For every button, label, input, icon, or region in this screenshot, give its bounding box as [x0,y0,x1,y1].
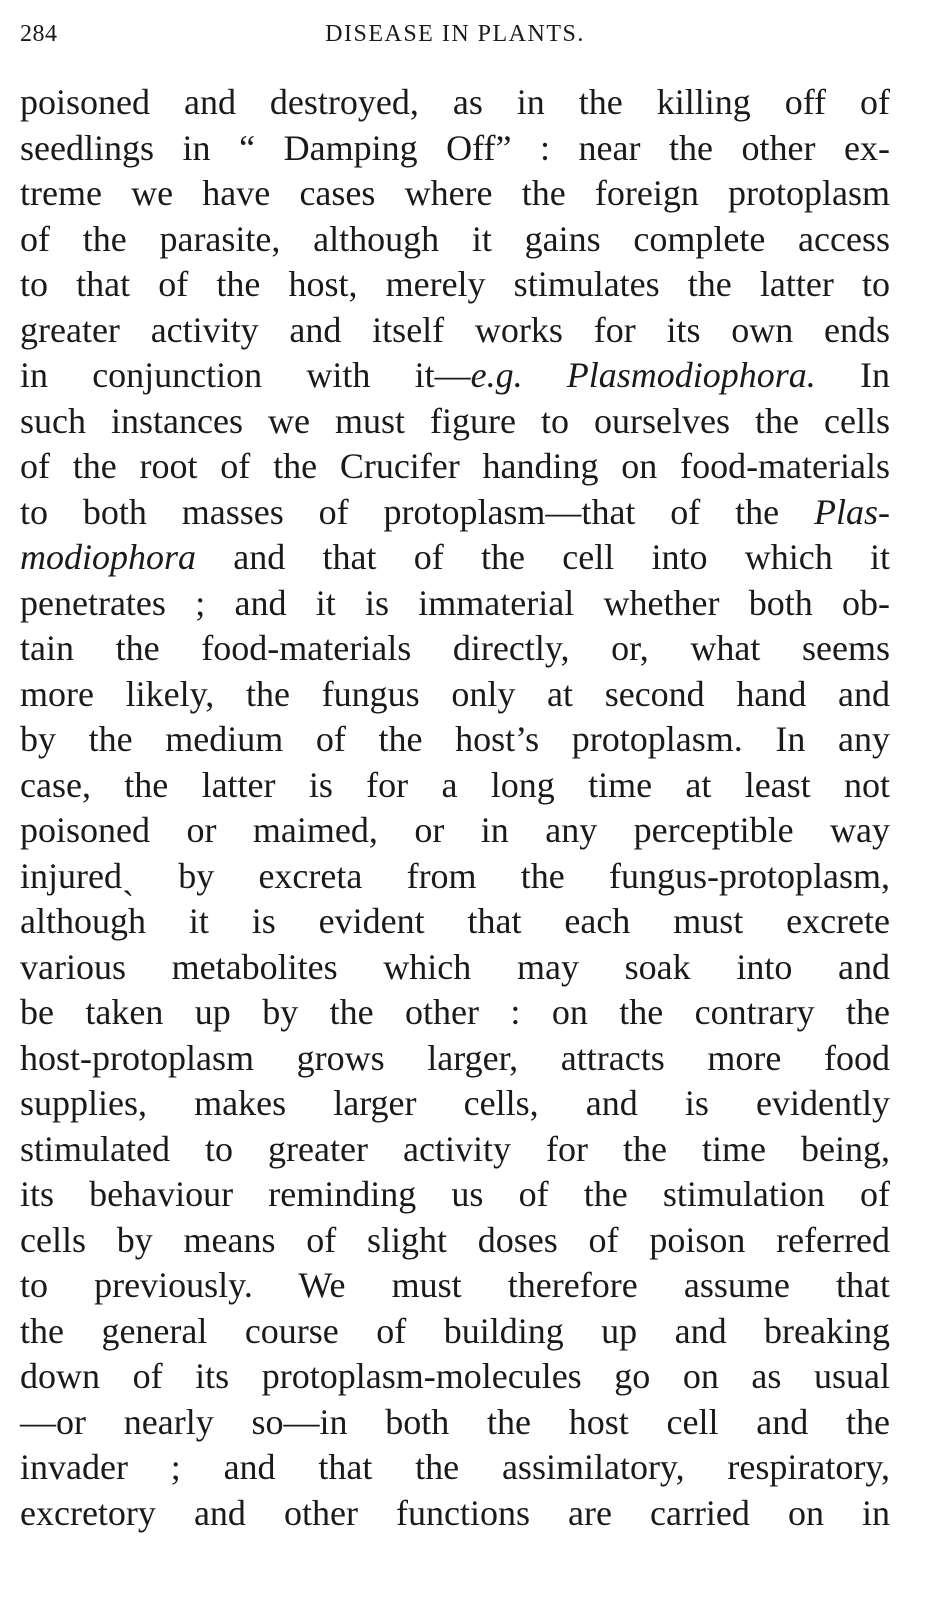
text-run: to both masses of protoplasm—that of the [20,491,814,532]
text-run: its behaviour reminding us of the stimulation of [20,1174,890,1214]
text-line [20,444,890,490]
text-line [20,308,890,354]
text-run: to previously. We must therefore assume that [20,1265,890,1305]
text-line [20,353,890,399]
text-line [20,1172,890,1218]
text-line [20,262,890,308]
text-line [20,945,890,991]
text-line [20,626,890,672]
page-number: 284 [20,21,58,47]
text-line [20,990,890,1036]
italic-term: Plas- [814,491,890,532]
text-line [20,1491,890,1537]
text-run: tain the food-materials directly, or, what seems [20,628,890,668]
text-run: invader ; and that the assimilatory, respiratory, [20,1447,890,1487]
text-line [20,763,890,809]
text-run: more likely, the fungus only at second hand and [20,673,890,714]
text-run: down of its protoplasm-molecules go on as usual [20,1356,890,1396]
text-run: case, the latter is for a long time at least not [20,764,890,805]
text-run: and that of the cell into which it [196,537,890,577]
text-run: poisoned or maimed, or in any perceptible way [20,810,890,850]
italic-term: modiophora [20,537,197,577]
text-line [20,399,890,445]
text-run: such instances we must figure to ourselves the cells [20,400,890,441]
text-run: penetrates ; and it is immaterial whether both ob- [20,582,890,623]
text-run: —or nearly so—in both the host cell and the [20,1401,890,1442]
text-line [20,1400,890,1446]
text-run: of the parasite, although it gains complete access [20,218,890,259]
text-line [20,899,890,945]
text-run: the general course of building up and breaking [20,1310,890,1351]
text-run: treme we have cases where the foreign protoplasm [20,173,890,213]
text-run: In [815,355,890,395]
text-run: greater activity and itself works for its own ends [20,309,890,350]
text-line [20,672,890,718]
italic-term: e.g. Plasmodiophora. [470,355,816,395]
text-line [20,126,890,172]
text-line [20,1218,890,1264]
text-run: various metabolites which may soak into and [20,946,890,987]
text-line [20,1127,890,1173]
text-line [20,1445,890,1491]
text-line [20,535,890,581]
text-run: excretory and other functions are carried on in [20,1492,890,1533]
text-run: of the root of the Crucifer handing on food-materials [20,446,890,486]
text-line [20,854,890,900]
running-title: DISEASE IN PLANTS. [325,21,585,47]
text-line [20,490,890,536]
text-run: be taken up by the other : on the contrary the [20,992,890,1032]
text-run: although it is evident that each must excrete [20,901,890,941]
text-line [20,1354,890,1400]
running-head [20,14,890,54]
text-run: stimulated to greater activity for the time being, [20,1128,890,1169]
text-run: injuredˎ by excreta from the fungus-protoplasm, [20,855,890,896]
text-run: host-protoplasm grows larger, attracts more food [20,1037,890,1078]
text-run: by the medium of the host’s protoplasm. In any [20,719,890,759]
text-line [20,80,890,126]
text-run: cells by means of slight doses of poison referred [20,1219,890,1260]
text-line [20,217,890,263]
text-run: to that of the host, merely stimulates the latter to [20,264,890,304]
text-line [20,1263,890,1309]
text-run: in conjunction with it— [20,355,471,395]
text-line [20,581,890,627]
text-line [20,1081,890,1127]
text-run: seedlings in “ Damping Off” : near the other ex- [20,127,890,168]
text-line [20,808,890,854]
text-line [20,1309,890,1355]
text-run: supplies, makes larger cells, and is evidently [20,1083,890,1123]
body-text [20,80,890,1536]
text-line [20,1036,890,1082]
text-line [20,717,890,763]
text-line [20,171,890,217]
text-run: poisoned and destroyed, as in the killing off of [20,82,890,122]
